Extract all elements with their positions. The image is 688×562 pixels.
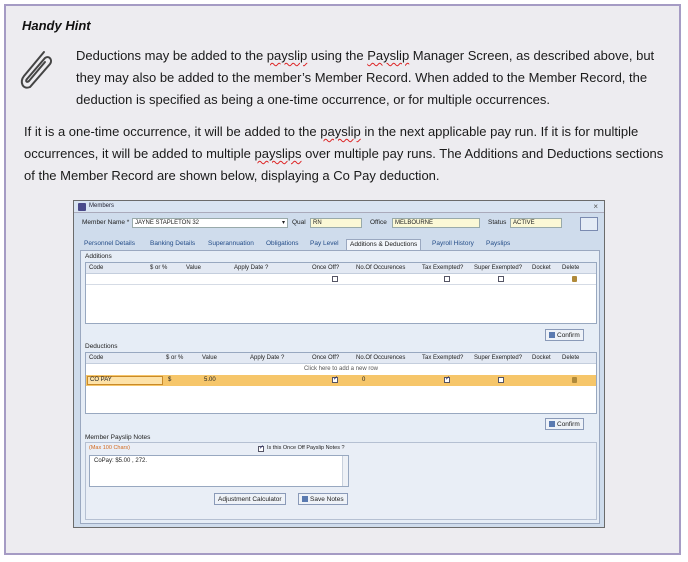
hint-title: Handy Hint bbox=[22, 18, 91, 33]
col-delete: Delete bbox=[562, 355, 580, 361]
notes-textarea[interactable]: CoPay: $5.00 , 272. bbox=[89, 455, 349, 487]
members-window bbox=[73, 200, 605, 528]
tab-additions-deductions[interactable]: Additions & Deductions bbox=[346, 239, 421, 250]
col-apply-date: Apply Date ? bbox=[250, 355, 285, 361]
col-occurrences: No.Of Occurences bbox=[356, 355, 406, 361]
confirm-icon bbox=[549, 332, 555, 338]
trash-icon[interactable] bbox=[572, 276, 577, 282]
office-field[interactable]: MELBOURNE bbox=[392, 218, 480, 228]
col-docket: Docket bbox=[532, 265, 551, 271]
add-row-prompt[interactable]: Click here to add a new row bbox=[303, 366, 379, 372]
once-off-checkbox[interactable] bbox=[332, 377, 338, 383]
save-notes-button[interactable]: Save Notes bbox=[298, 493, 348, 505]
tax-exempted-checkbox[interactable] bbox=[444, 377, 450, 383]
status-field[interactable]: ACTIVE bbox=[510, 218, 562, 228]
col-value: Value bbox=[186, 265, 201, 271]
deductions-grid[interactable] bbox=[85, 352, 597, 414]
confirm-icon bbox=[549, 421, 555, 427]
col-value: Value bbox=[202, 355, 217, 361]
scrollbar[interactable] bbox=[342, 456, 348, 486]
deduction-occurrences-cell[interactable]: 0 bbox=[362, 377, 366, 383]
tab-pay-level[interactable]: Pay Level bbox=[310, 240, 339, 247]
notes-limit: (Max 100 Chars) bbox=[89, 445, 130, 451]
tax-exempted-checkbox[interactable] bbox=[444, 276, 450, 282]
additions-title: Additions bbox=[85, 253, 112, 260]
tab-personnel-details[interactable]: Personnel Details bbox=[84, 240, 135, 247]
member-name-select[interactable]: JAYNE STAPLETON 32 ▾ bbox=[132, 218, 288, 228]
table-row[interactable] bbox=[86, 375, 596, 386]
qual-label: Qual bbox=[292, 219, 306, 226]
tab-obligations[interactable]: Obligations bbox=[266, 240, 299, 247]
col-code: Code bbox=[89, 265, 104, 271]
member-name-label: Member Name * bbox=[82, 219, 130, 226]
deduction-type-cell[interactable]: $ bbox=[168, 377, 172, 383]
close-icon[interactable]: × bbox=[593, 202, 598, 211]
col-super-exempted: Super Exempted? bbox=[474, 355, 523, 361]
col-type: $ or % bbox=[166, 355, 184, 361]
deductions-confirm-button[interactable]: Confirm bbox=[545, 418, 584, 430]
once-off-checkbox[interactable] bbox=[332, 276, 338, 282]
col-delete: Delete bbox=[562, 265, 580, 271]
col-type: $ or % bbox=[150, 265, 168, 271]
hint-paragraph-2: If it is a one-time occurrence, it will be added to the payslip in the next applicable pay run. If it is for multiple occurrences, it will be added to multiple payslips over multiple pay runs. The Additions and Deductions sections of the Member Record are shown below, displaying a Co Pay deduction. bbox=[24, 124, 664, 183]
deduction-code-cell[interactable]: CO PAY bbox=[87, 376, 163, 385]
additions-new-row[interactable] bbox=[86, 274, 596, 285]
qual-field[interactable]: RN bbox=[310, 218, 362, 228]
col-once-off: Once Off? bbox=[312, 355, 340, 361]
additions-deductions-panel bbox=[80, 250, 600, 524]
notes-section bbox=[85, 442, 597, 520]
col-docket: Docket bbox=[532, 355, 551, 361]
notes-title: Member Payslip Notes bbox=[85, 434, 151, 441]
col-once-off: Once Off? bbox=[312, 265, 340, 271]
additions-header-row bbox=[86, 263, 596, 274]
col-occurrences: No.Of Occurences bbox=[356, 265, 406, 271]
once-off-notes-label: Is this Once Off Payslip Notes ? bbox=[267, 445, 345, 451]
tab-banking-details[interactable]: Banking Details bbox=[150, 240, 196, 247]
paperclip-icon bbox=[14, 46, 56, 94]
tab-payslips[interactable]: Payslips bbox=[486, 240, 511, 247]
hint-paragraph-1: Deductions may be added to the payslip using the Payslip Manager Screen, as described above, but they may also be added to the member’s Member Record. When added to the Member Record, the deduction is specified as being a one-time occurrence, or for multiple occurrences. bbox=[76, 48, 655, 107]
window-title: Members bbox=[89, 203, 115, 209]
app-icon bbox=[78, 203, 86, 211]
trash-icon[interactable] bbox=[572, 377, 577, 383]
additions-confirm-button[interactable]: Confirm bbox=[545, 329, 584, 341]
office-label: Office bbox=[370, 219, 387, 226]
status-label: Status bbox=[488, 219, 507, 226]
deductions-title: Deductions bbox=[85, 343, 118, 350]
col-super-exempted: Super Exempted? bbox=[474, 265, 523, 271]
grid-view-button[interactable] bbox=[580, 217, 598, 231]
col-code: Code bbox=[89, 355, 104, 361]
once-off-notes-checkbox[interactable] bbox=[258, 446, 264, 452]
col-tax-exempted: Tax Exempted? bbox=[422, 265, 464, 271]
super-exempted-checkbox[interactable] bbox=[498, 377, 504, 383]
tab-superannuation[interactable]: Superannuation bbox=[208, 240, 254, 247]
col-tax-exempted: Tax Exempted? bbox=[422, 355, 464, 361]
save-icon bbox=[302, 496, 308, 502]
additions-grid[interactable] bbox=[85, 262, 597, 324]
deduction-value-cell[interactable]: 5.00 bbox=[204, 377, 216, 383]
window-titlebar bbox=[74, 201, 604, 213]
chevron-down-icon: ▾ bbox=[281, 220, 285, 226]
adjustment-calculator-button[interactable]: Adjustment Calculator bbox=[214, 493, 286, 505]
deductions-header-row bbox=[86, 353, 596, 364]
col-apply-date: Apply Date ? bbox=[234, 265, 269, 271]
super-exempted-checkbox[interactable] bbox=[498, 276, 504, 282]
tab-payroll-history[interactable]: Payroll History bbox=[432, 240, 474, 247]
